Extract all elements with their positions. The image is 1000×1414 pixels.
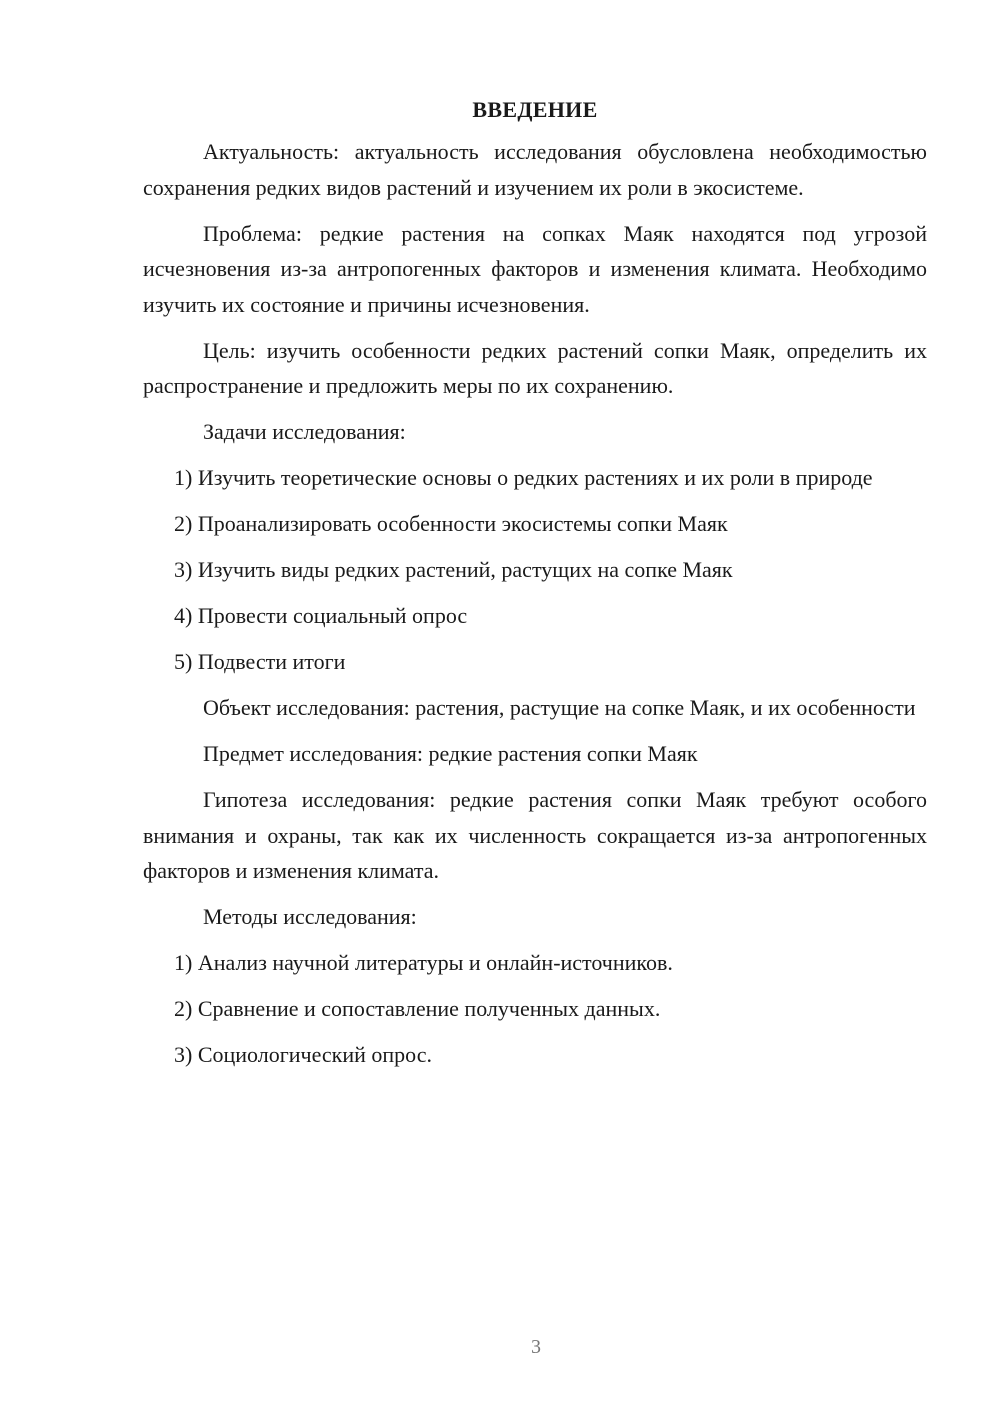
page-title: ВВЕДЕНИЕ bbox=[472, 97, 598, 122]
tasks-heading: Задачи исследования: bbox=[203, 419, 406, 444]
method-item-2: 2) Сравнение и сопоставление полученных данных. bbox=[174, 996, 661, 1021]
methods-heading: Методы исследования: bbox=[203, 904, 417, 929]
task-item-1: 1) Изучить теоретические основы о редких растениях и их роли в природе bbox=[174, 465, 873, 490]
method-item-3: 3) Социологический опрос. bbox=[174, 1042, 432, 1067]
page-number: 3 bbox=[531, 1336, 541, 1358]
problem-paragraph: Проблема: редкие растения на сопках Маяк находятся под угрозой исчезновения из-за антропогенных факторов и изменения климата. Необходимо изучить их состояние и причины исчезновения. bbox=[143, 220, 927, 317]
task-item-4: 4) Провести социальный опрос bbox=[174, 603, 468, 628]
page-content bbox=[143, 92, 927, 1083]
hypothesis-paragraph: Гипотеза исследования: редкие растения сопки Маяк требуют особого внимания и охраны, так как их численность сокращается из-за антропогенных факторов и изменения климата. bbox=[143, 787, 927, 883]
relevance-paragraph: Актуальность: актуальность исследования обусловлена необходимостью сохранения редких видов растений и изучением их роли в экосистеме. bbox=[143, 139, 927, 200]
goal-paragraph: Цель: изучить особенности редких растений сопки Маяк, определить их распространение и предложить меры по их сохранению. bbox=[143, 337, 927, 398]
method-item-1: 1) Анализ научной литературы и онлайн-источников. bbox=[174, 950, 673, 975]
task-item-5: 5) Подвести итоги bbox=[174, 649, 346, 674]
object-paragraph: Объект исследования: растения, растущие на сопке Маяк, и их особенности bbox=[203, 695, 916, 720]
task-item-3: 3) Изучить виды редких растений, растущих на сопке Маяк bbox=[174, 557, 733, 582]
task-item-2: 2) Проанализировать особенности экосистемы сопки Маяк bbox=[174, 511, 728, 536]
subject-paragraph: Предмет исследования: редкие растения сопки Маяк bbox=[203, 741, 698, 766]
